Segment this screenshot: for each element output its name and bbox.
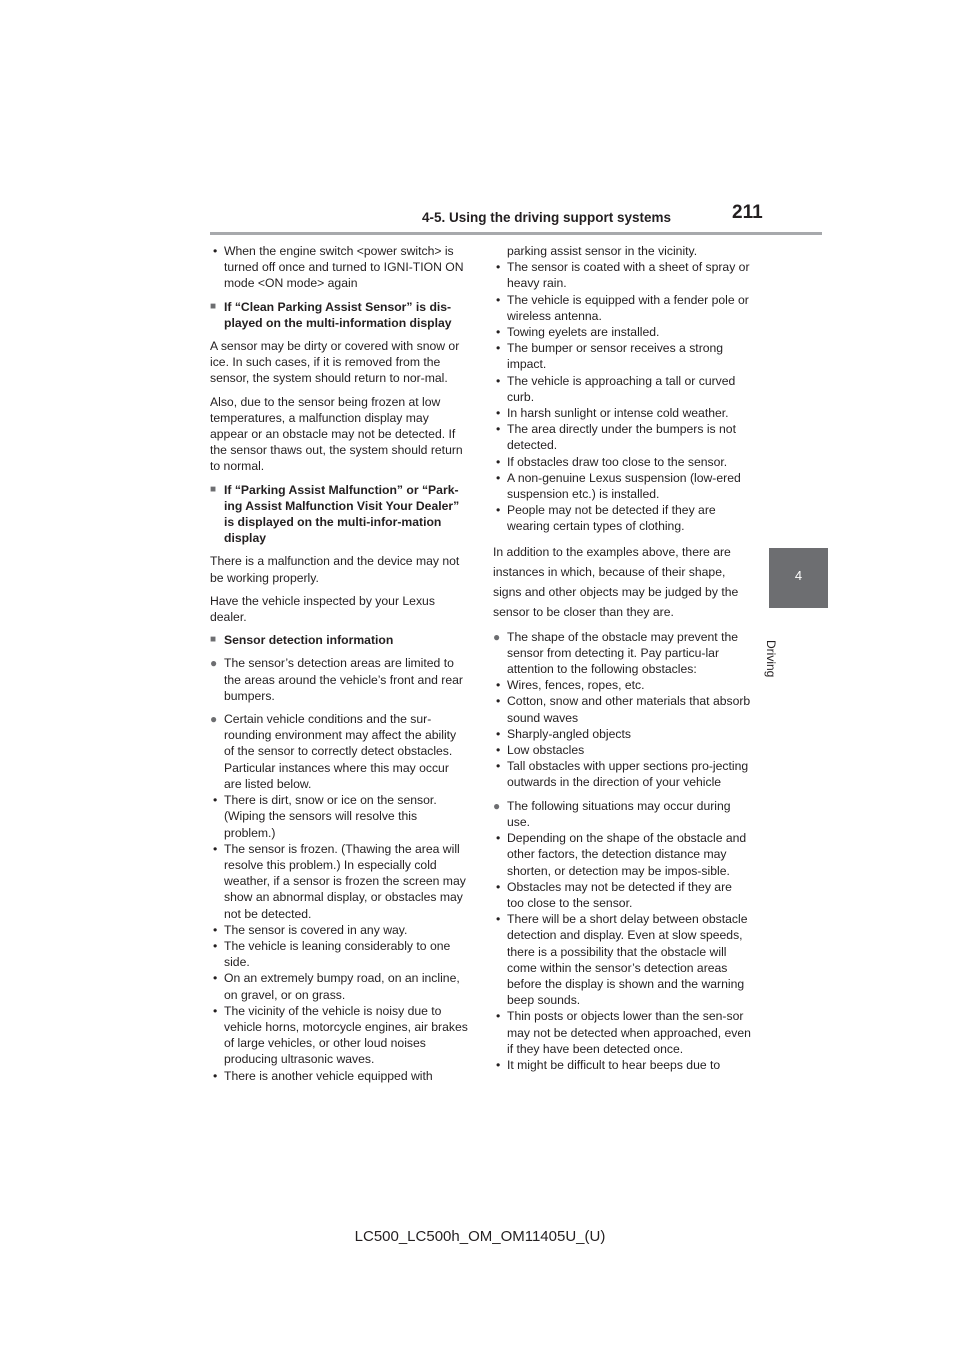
bullet-item: • The sensor is covered in any way. — [210, 922, 468, 938]
subheading: ■ If “Clean Parking Assist Sensor” is dis-played on the multi-information display — [210, 299, 468, 331]
bullet-item: • A non-genuine Lexus suspension (low-ered suspension etc.) is installed. — [493, 470, 751, 502]
dot-item: ● The shape of the obstacle may prevent the sensor from detecting it. Pay particu-lar attention to the following obstacles: — [493, 629, 751, 678]
bullet-item: • The vicinity of the vehicle is noisy due to vehicle horns, motorcycle engines, air brakes of large vehicles, or other loud noises producing ultrasonic waves. — [210, 1003, 468, 1068]
bullet-item: • Low obstacles — [493, 742, 751, 758]
bullet-item: • Towing eyelets are installed. — [493, 324, 751, 340]
bullet-item: • Depending on the shape of the obstacle and other factors, the detection distance may shorten, or detection may be impos-sible. — [493, 830, 751, 879]
bullet-item: • If obstacles draw too close to the sensor. — [493, 454, 751, 470]
bullet-item: • Sharply-angled objects — [493, 726, 751, 742]
bullet-item: • When the engine switch <power switch> is turned off once and turned to IGNI-TION ON mode <ON mode> again — [210, 243, 468, 292]
bullet-item: • The vehicle is approaching a tall or curved curb. — [493, 373, 751, 405]
dot-item: ● The following situations may occur during use. — [493, 798, 751, 830]
bullet-item: • It might be difficult to hear beeps due to — [493, 1057, 751, 1073]
bullet-item: • Cotton, snow and other materials that absorb sound waves — [493, 693, 751, 725]
chapter-tab — [769, 548, 828, 608]
bullet-item: • The bumper or sensor receives a strong impact. — [493, 340, 751, 372]
continued-text-content: parking assist sensor in the vicinity. — [507, 244, 698, 258]
right-column — [493, 243, 751, 1073]
paragraph: There is a malfunction and the device may not be working properly. — [210, 554, 460, 585]
bullet-item: • Thin posts or objects lower than the sen-sor may not be detected when approached, even if they have been detected once. — [493, 1008, 751, 1057]
chapter-number: 4 — [794, 568, 803, 583]
paragraph: A sensor may be dirty or covered with snow or ice. In such cases, if it is removed from the sensor, the system should return to nor-mal. — [210, 339, 460, 386]
page-header — [210, 202, 763, 234]
subheading: ■ If “Parking Assist Malfunction” or “Park-ing Assist Malfunction Visit Your Dealer” is displayed on the multi-infor-mation display — [210, 482, 468, 547]
bullet-item: • The sensor is frozen. (Thawing the area will resolve this problem.) In especially cold weather, if a sensor is frozen the screen may show an abnormal display, or obstacles may not be detected. — [210, 841, 468, 922]
bullet-item: • People may not be detected if they are wearing certain types of clothing. — [493, 502, 751, 534]
left-column — [210, 243, 468, 1084]
chapter-label: Driving — [764, 640, 778, 678]
bullet-item: • There will be a short delay between obstacle detection and display. Even at slow speeds, there is a possibility that the obstacle will come within the sensor’s detection areas before the display is shown and the warning beep sounds. — [493, 911, 751, 1008]
paragraph: Have the vehicle inspected by your Lexus dealer. — [210, 593, 435, 625]
document-code-footer: LC500_LC500h_OM_OM11405U_(U) — [354, 1228, 606, 1245]
bullet-item: • The area directly under the bumpers is not detected. — [493, 421, 751, 453]
bullet-item: • On an extremely bumpy road, on an incline, on gravel, or on grass. — [210, 970, 468, 1002]
bullet-item: • Obstacles may not be detected if they are too close to the sensor. — [493, 879, 751, 911]
paragraph: Also, due to the sensor being frozen at low temperatures, a malfunction display may appear or an obstacle may not be detected. If the sensor thaws out, the system should return to normal. — [210, 394, 463, 474]
subheading: ■ Sensor detection information — [210, 632, 468, 648]
bullet-item: • Tall obstacles with upper sections pro-jecting outwards in the direction of your vehicle — [493, 758, 751, 790]
paragraph: In addition to the examples above, there are instances in which, because of their shape, signs and other objects may be judged by the sensor to be closer than they are. — [493, 544, 739, 619]
bullet-item: • The vehicle is equipped with a fender pole or wireless antenna. — [493, 292, 751, 324]
bullet-item: • Wires, fences, ropes, etc. — [493, 677, 751, 693]
bullet-item: • There is dirt, snow or ice on the sensor. (Wiping the sensors will resolve this problem.) — [210, 792, 468, 841]
page-number: 211 — [732, 202, 763, 223]
bullet-item: • In harsh sunlight or intense cold weather. — [493, 405, 751, 421]
continued-text — [493, 243, 751, 259]
section-title: 4-5. Using the driving support systems — [422, 210, 672, 225]
header-divider — [210, 232, 822, 235]
bullet-item: • There is another vehicle equipped with — [210, 1068, 468, 1084]
dot-item: ● The sensor’s detection areas are limited to the areas around the vehicle’s front and rear bumpers. — [210, 655, 468, 704]
dot-item: ● Certain vehicle conditions and the sur-rounding environment may affect the ability of the sensor to correctly detect obstacles. Particular instances where this may occur are listed below. — [210, 711, 468, 792]
bullet-item: • The sensor is coated with a sheet of spray or heavy rain. — [493, 259, 751, 291]
bullet-item: • The vehicle is leaning considerably to one side. — [210, 938, 468, 970]
